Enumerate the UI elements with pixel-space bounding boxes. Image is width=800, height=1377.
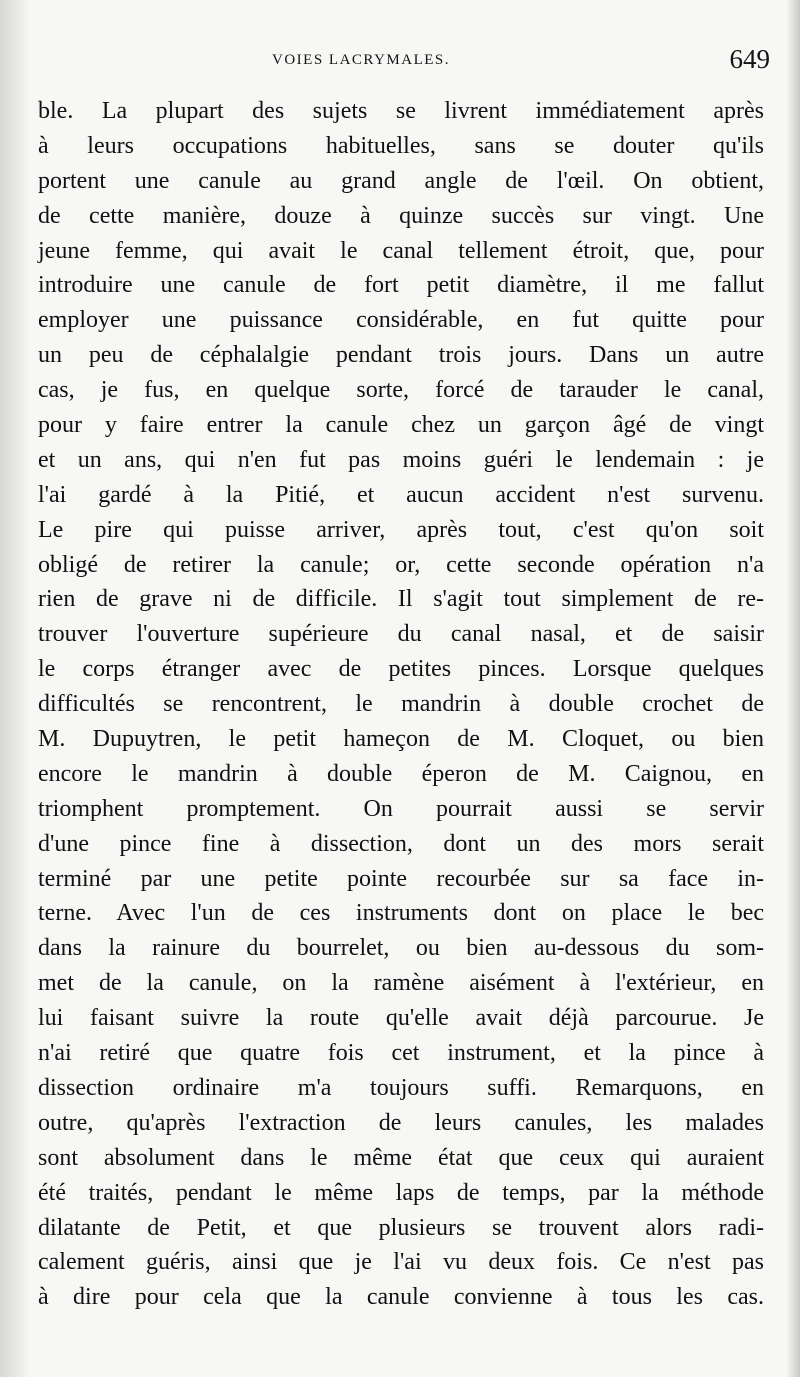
text-line: à leurs occupations habituelles, sans se douter qu'ils bbox=[38, 132, 764, 159]
text-line: de cette manière, douze à quinze succès sur vingt. Une bbox=[38, 202, 764, 229]
text-line: employer une puissance considérable, en fut quitte pour bbox=[38, 307, 764, 334]
text-line: et un ans, qui n'en fut pas moins guéri le lendemain : je bbox=[38, 446, 764, 473]
text-line: calement guéris, ainsi que je l'ai vu deux fois. Ce n'est pas bbox=[38, 1249, 764, 1276]
text-line: trouver l'ouverture supérieure du canal nasal, et de saisir bbox=[38, 621, 764, 648]
text-line: dans la rainure du bourrelet, ou bien au-dessous du som- bbox=[38, 935, 764, 962]
text-line: ble. La plupart des sujets se livrent immédiatement après bbox=[38, 98, 764, 124]
text-line: portent une canule au grand angle de l'œil. On obtient, bbox=[38, 167, 764, 194]
text-line: obligé de retirer la canule; or, cette seconde opération n'a bbox=[38, 551, 764, 578]
text-line: d'une pince fine à dissection, dont un des mors serait bbox=[38, 830, 764, 857]
text-line: dissection ordinaire m'a toujours suffi. Remarquons, en bbox=[38, 1074, 764, 1101]
text-line: un peu de céphalalgie pendant trois jours. Dans un autre bbox=[38, 342, 764, 369]
text-line: n'ai retiré que quatre fois cet instrument, et la pince à bbox=[38, 1040, 764, 1067]
text-line: dilatante de Petit, et que plusieurs se trouvent alors radi- bbox=[38, 1214, 764, 1241]
text-line: sont absolument dans le même état que ceux qui auraient bbox=[38, 1144, 764, 1171]
text-line: à dire pour cela que la canule convienne à tous les cas. bbox=[38, 1284, 764, 1311]
page-number: 649 bbox=[729, 44, 770, 74]
text-line: introduire une canule de fort petit diamètre, il me fallut bbox=[38, 272, 764, 299]
text-line: triomphent promptement. On pourrait aussi se servir bbox=[38, 795, 764, 822]
text-line: pour y faire entrer la canule chez un garçon âgé de vingt bbox=[38, 412, 764, 439]
text-line: outre, qu'après l'extraction de leurs canules, les malades bbox=[38, 1109, 764, 1136]
text-line: encore le mandrin à double éperon de M. Caignou, en bbox=[38, 760, 764, 787]
text-line: rien de grave ni de difficile. Il s'agit tout simplement de re- bbox=[38, 586, 764, 613]
text-line: l'ai gardé à la Pitié, et aucun accident n'est survenu. bbox=[38, 481, 764, 508]
text-line: terminé par une petite pointe recourbée sur sa face in- bbox=[38, 865, 764, 892]
text-line: lui faisant suivre la route qu'elle avait déjà parcourue. Je bbox=[38, 1005, 764, 1032]
running-head bbox=[40, 44, 770, 84]
text-line: jeune femme, qui avait le canal tellement étroit, que, pour bbox=[38, 237, 764, 264]
text-line: terne. Avec l'un de ces instruments dont on place le bec bbox=[38, 900, 764, 927]
text-line: difficultés se rencontrent, le mandrin à double crochet de bbox=[38, 691, 764, 718]
running-title: VOIES LACRYMALES. bbox=[272, 52, 451, 68]
text-line: M. Dupuytren, le petit hameçon de M. Cloquet, ou bien bbox=[38, 726, 764, 753]
text-line: cas, je fus, en quelque sorte, forcé de tarauder le canal, bbox=[38, 377, 764, 404]
text-line: met de la canule, on la ramène aisément à l'extérieur, en bbox=[38, 970, 764, 997]
text-line: Le pire qui puisse arriver, après tout, c'est qu'on soit bbox=[38, 516, 764, 543]
body-text bbox=[38, 94, 764, 1315]
text-line: été traités, pendant le même laps de temps, par la méthode bbox=[38, 1179, 764, 1206]
text-line: le corps étranger avec de petites pinces. Lorsque quelques bbox=[38, 656, 764, 683]
